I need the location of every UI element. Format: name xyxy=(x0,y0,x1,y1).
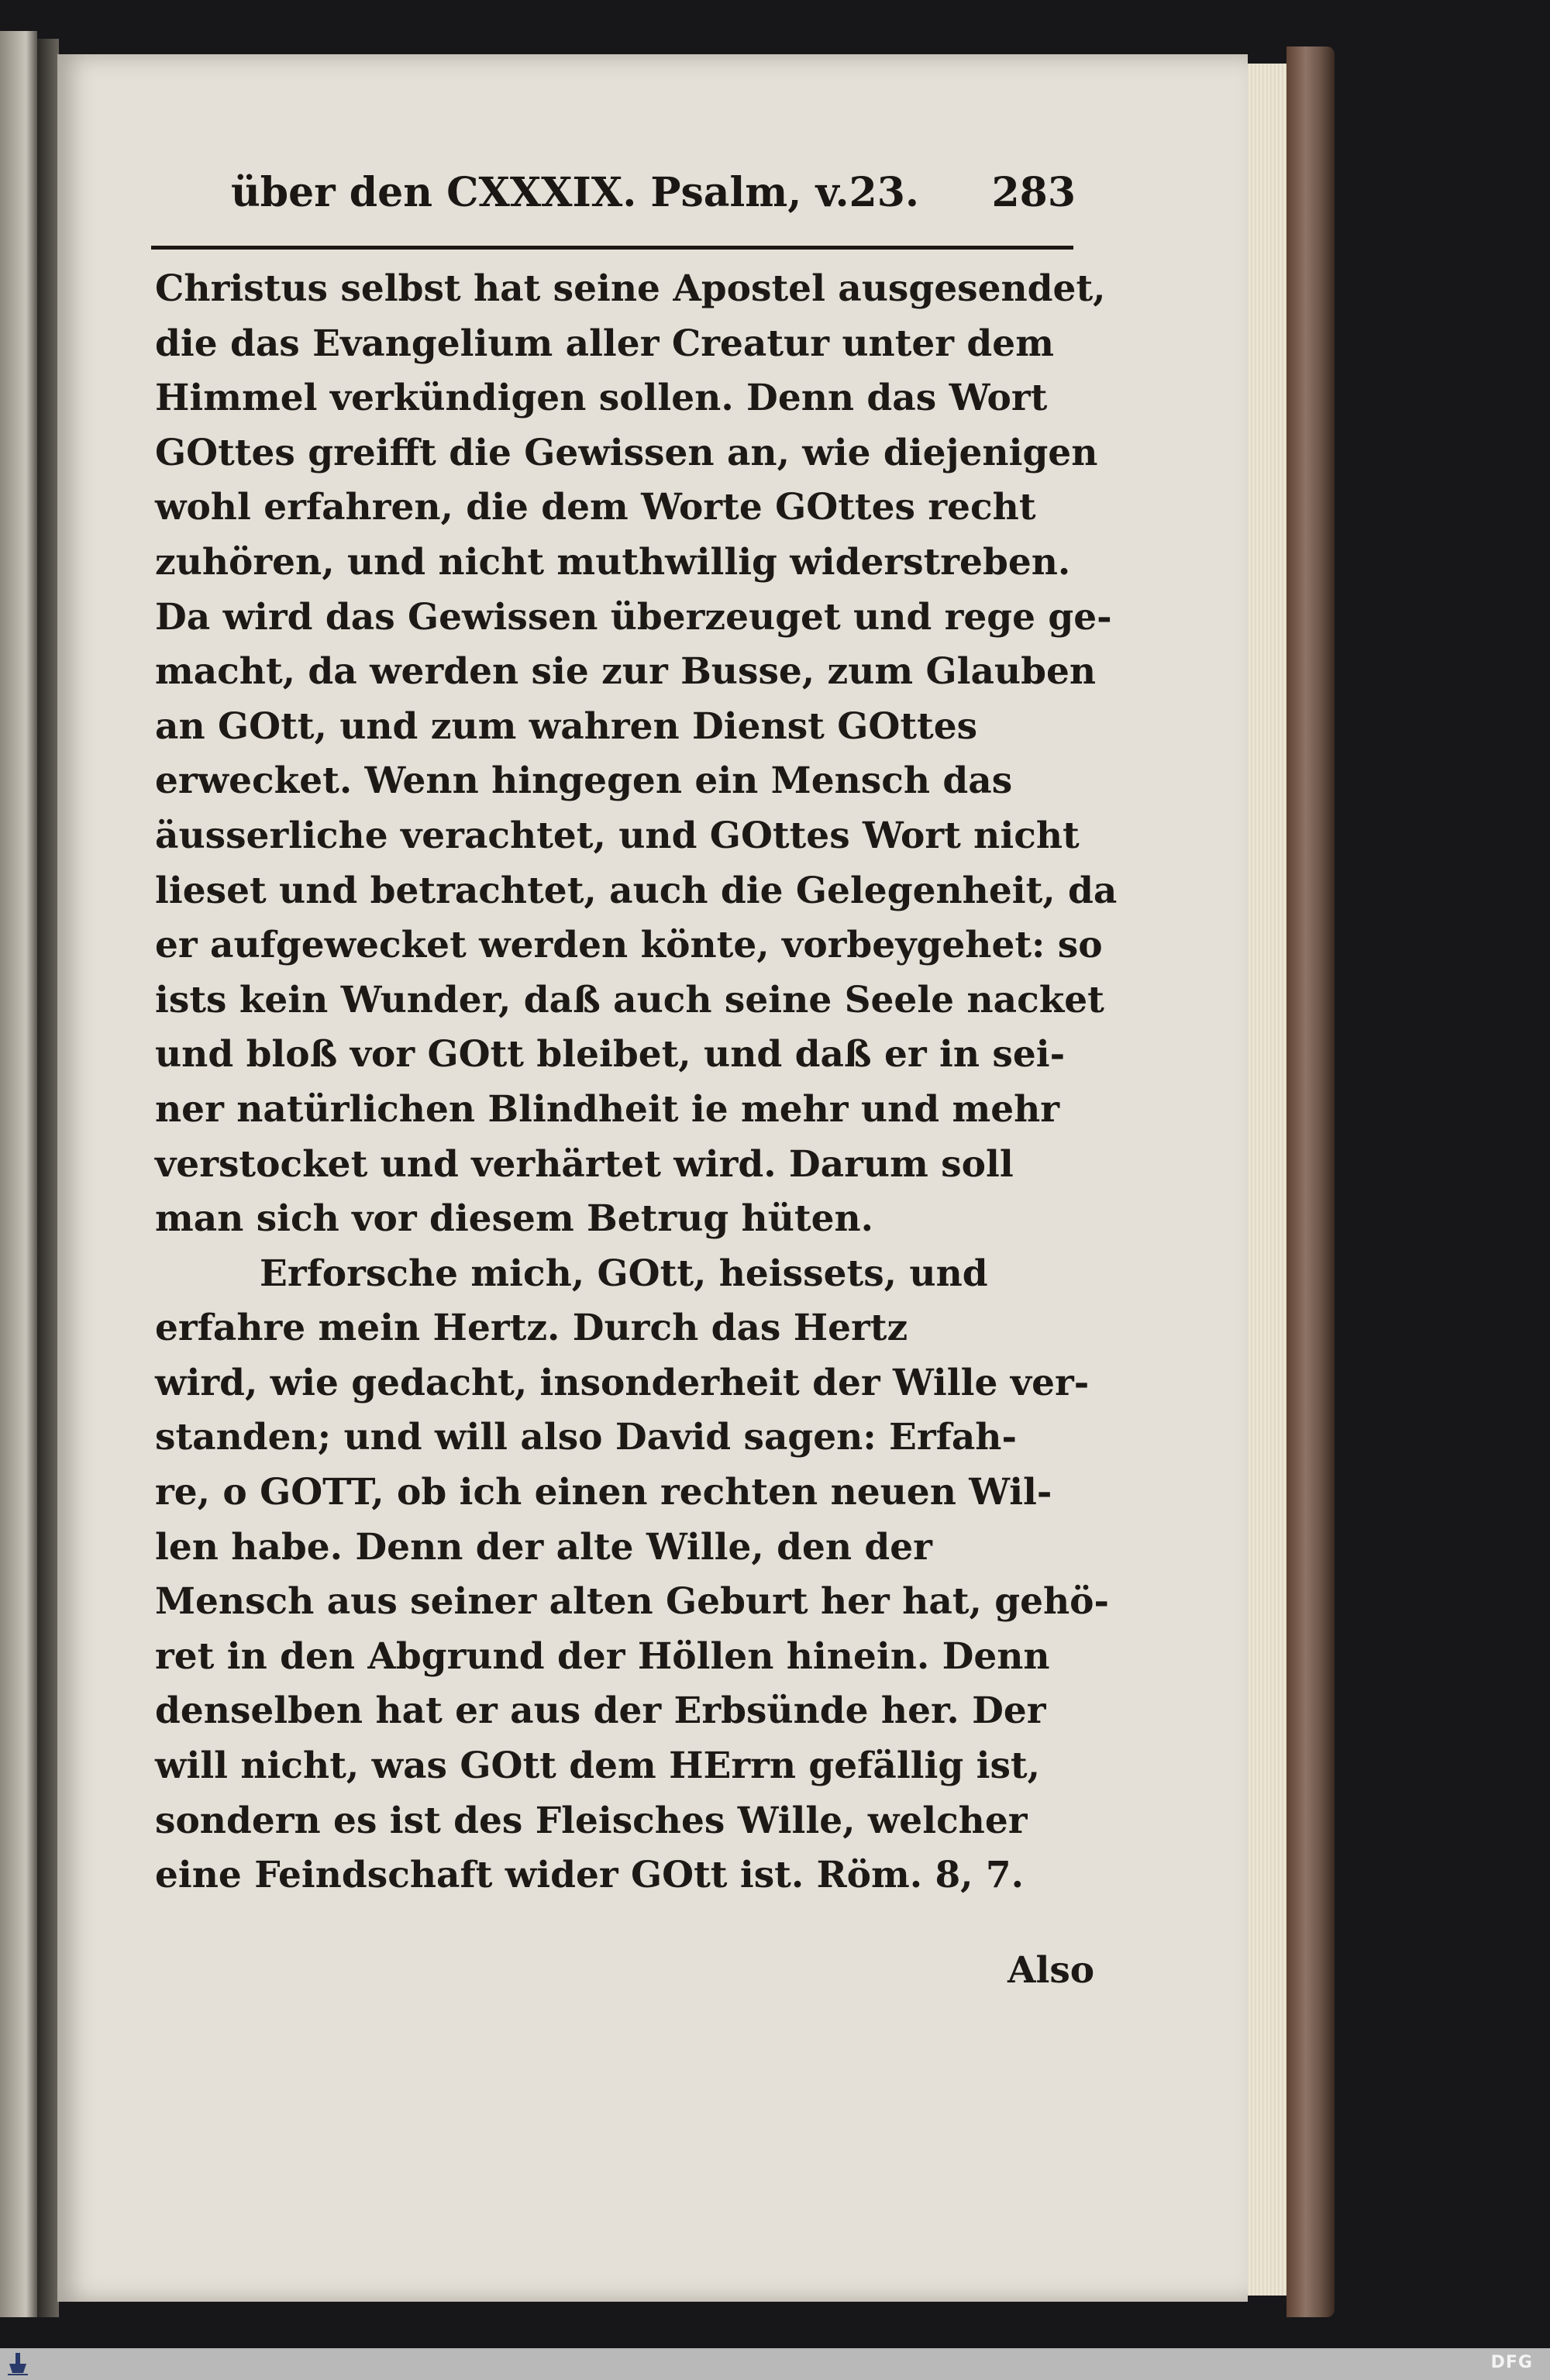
text-line: verstocket und verhärtet wird. Darum soll xyxy=(155,1142,1014,1186)
left-page-edge xyxy=(0,31,37,2317)
page-number: 283 xyxy=(991,169,1076,216)
text-line: will nicht, was GOtt dem HErrn gefällig ist, xyxy=(155,1745,1040,1788)
running-header xyxy=(231,169,1076,234)
header-rule xyxy=(151,246,1073,250)
text-line: äusserliche verachtet, und GOttes Wort nicht xyxy=(155,814,1080,857)
dfg-badge: DFG xyxy=(1490,2353,1533,2372)
text-line: wohl erfahren, die dem Worte GOttes recht xyxy=(155,486,1036,529)
text-line: re, o GOTT, ob ich einen rechten neuen Wil- xyxy=(155,1471,1052,1514)
text-line: sondern es ist des Fleisches Wille, welcher xyxy=(155,1799,1028,1842)
text-line: GOttes greifft die Gewissen an, wie diejenigen xyxy=(155,431,1098,474)
text-line: ret in den Abgrund der Höllen hinein. Denn xyxy=(155,1634,1050,1678)
text-line: Mensch aus seiner alten Geburt her hat, gehö- xyxy=(155,1580,1109,1624)
text-line: lieset und betrachtet, auch die Gelegenheit, da xyxy=(155,869,1118,912)
catchword: Also xyxy=(1008,1949,1095,1992)
page-body-text xyxy=(155,262,1118,1903)
text-line: ner natürlichen Blindheit ie mehr und mehr xyxy=(155,1087,1060,1131)
page-block-edge xyxy=(1248,64,1286,2296)
running-title: über den CXXXIX. Psalm, v.23. xyxy=(231,169,920,216)
text-line: denselben hat er aus der Erbsünde her. Der xyxy=(155,1689,1046,1733)
text-line: erwecket. Wenn hingegen ein Mensch das xyxy=(155,759,1013,803)
text-line: eine Feindschaft wider GOtt ist. Röm. 8, 7. xyxy=(155,1854,1024,1897)
text-line: zuhören, und nicht muthwillig widerstreben. xyxy=(155,540,1071,584)
text-line: und bloß vor GOtt bleibet, und daß er in sei- xyxy=(155,1033,1066,1076)
text-line: Da wird das Gewissen überzeuget und rege ge- xyxy=(155,595,1112,639)
text-line-paragraph-start: Erforsche mich, GOtt, heissets, und xyxy=(260,1252,988,1295)
text-line: macht, da werden sie zur Busse, zum Glauben xyxy=(155,650,1097,694)
text-line: wird, wie gedacht, insonderheit der Wille ver- xyxy=(155,1361,1090,1404)
library-logo-icon xyxy=(6,2351,29,2376)
text-line: an GOtt, und zum wahren Dienst GOttes xyxy=(155,704,978,748)
text-line: standen; und will also David sagen: Erfah- xyxy=(155,1416,1017,1459)
book-gutter xyxy=(37,39,59,2317)
text-line: erfahre mein Hertz. Durch das Hertz xyxy=(155,1307,908,1350)
viewer-footer-bar xyxy=(0,2348,1550,2380)
book-cover-edge xyxy=(1286,46,1335,2317)
text-line: ists kein Wunder, daß auch seine Seele nacket xyxy=(155,978,1104,1021)
text-line: len habe. Denn der alte Wille, den der xyxy=(155,1525,932,1569)
text-line: Christus selbst hat seine Apostel ausgesendet, xyxy=(155,267,1106,310)
text-line: man sich vor diesem Betrug hüten. xyxy=(155,1197,874,1241)
text-line: Himmel verkündigen sollen. Denn das Wort xyxy=(155,377,1048,420)
text-line: er aufgewecket werden könte, vorbeygehet: so xyxy=(155,924,1103,967)
text-line: die das Evangelium aller Creatur unter dem xyxy=(155,322,1054,365)
